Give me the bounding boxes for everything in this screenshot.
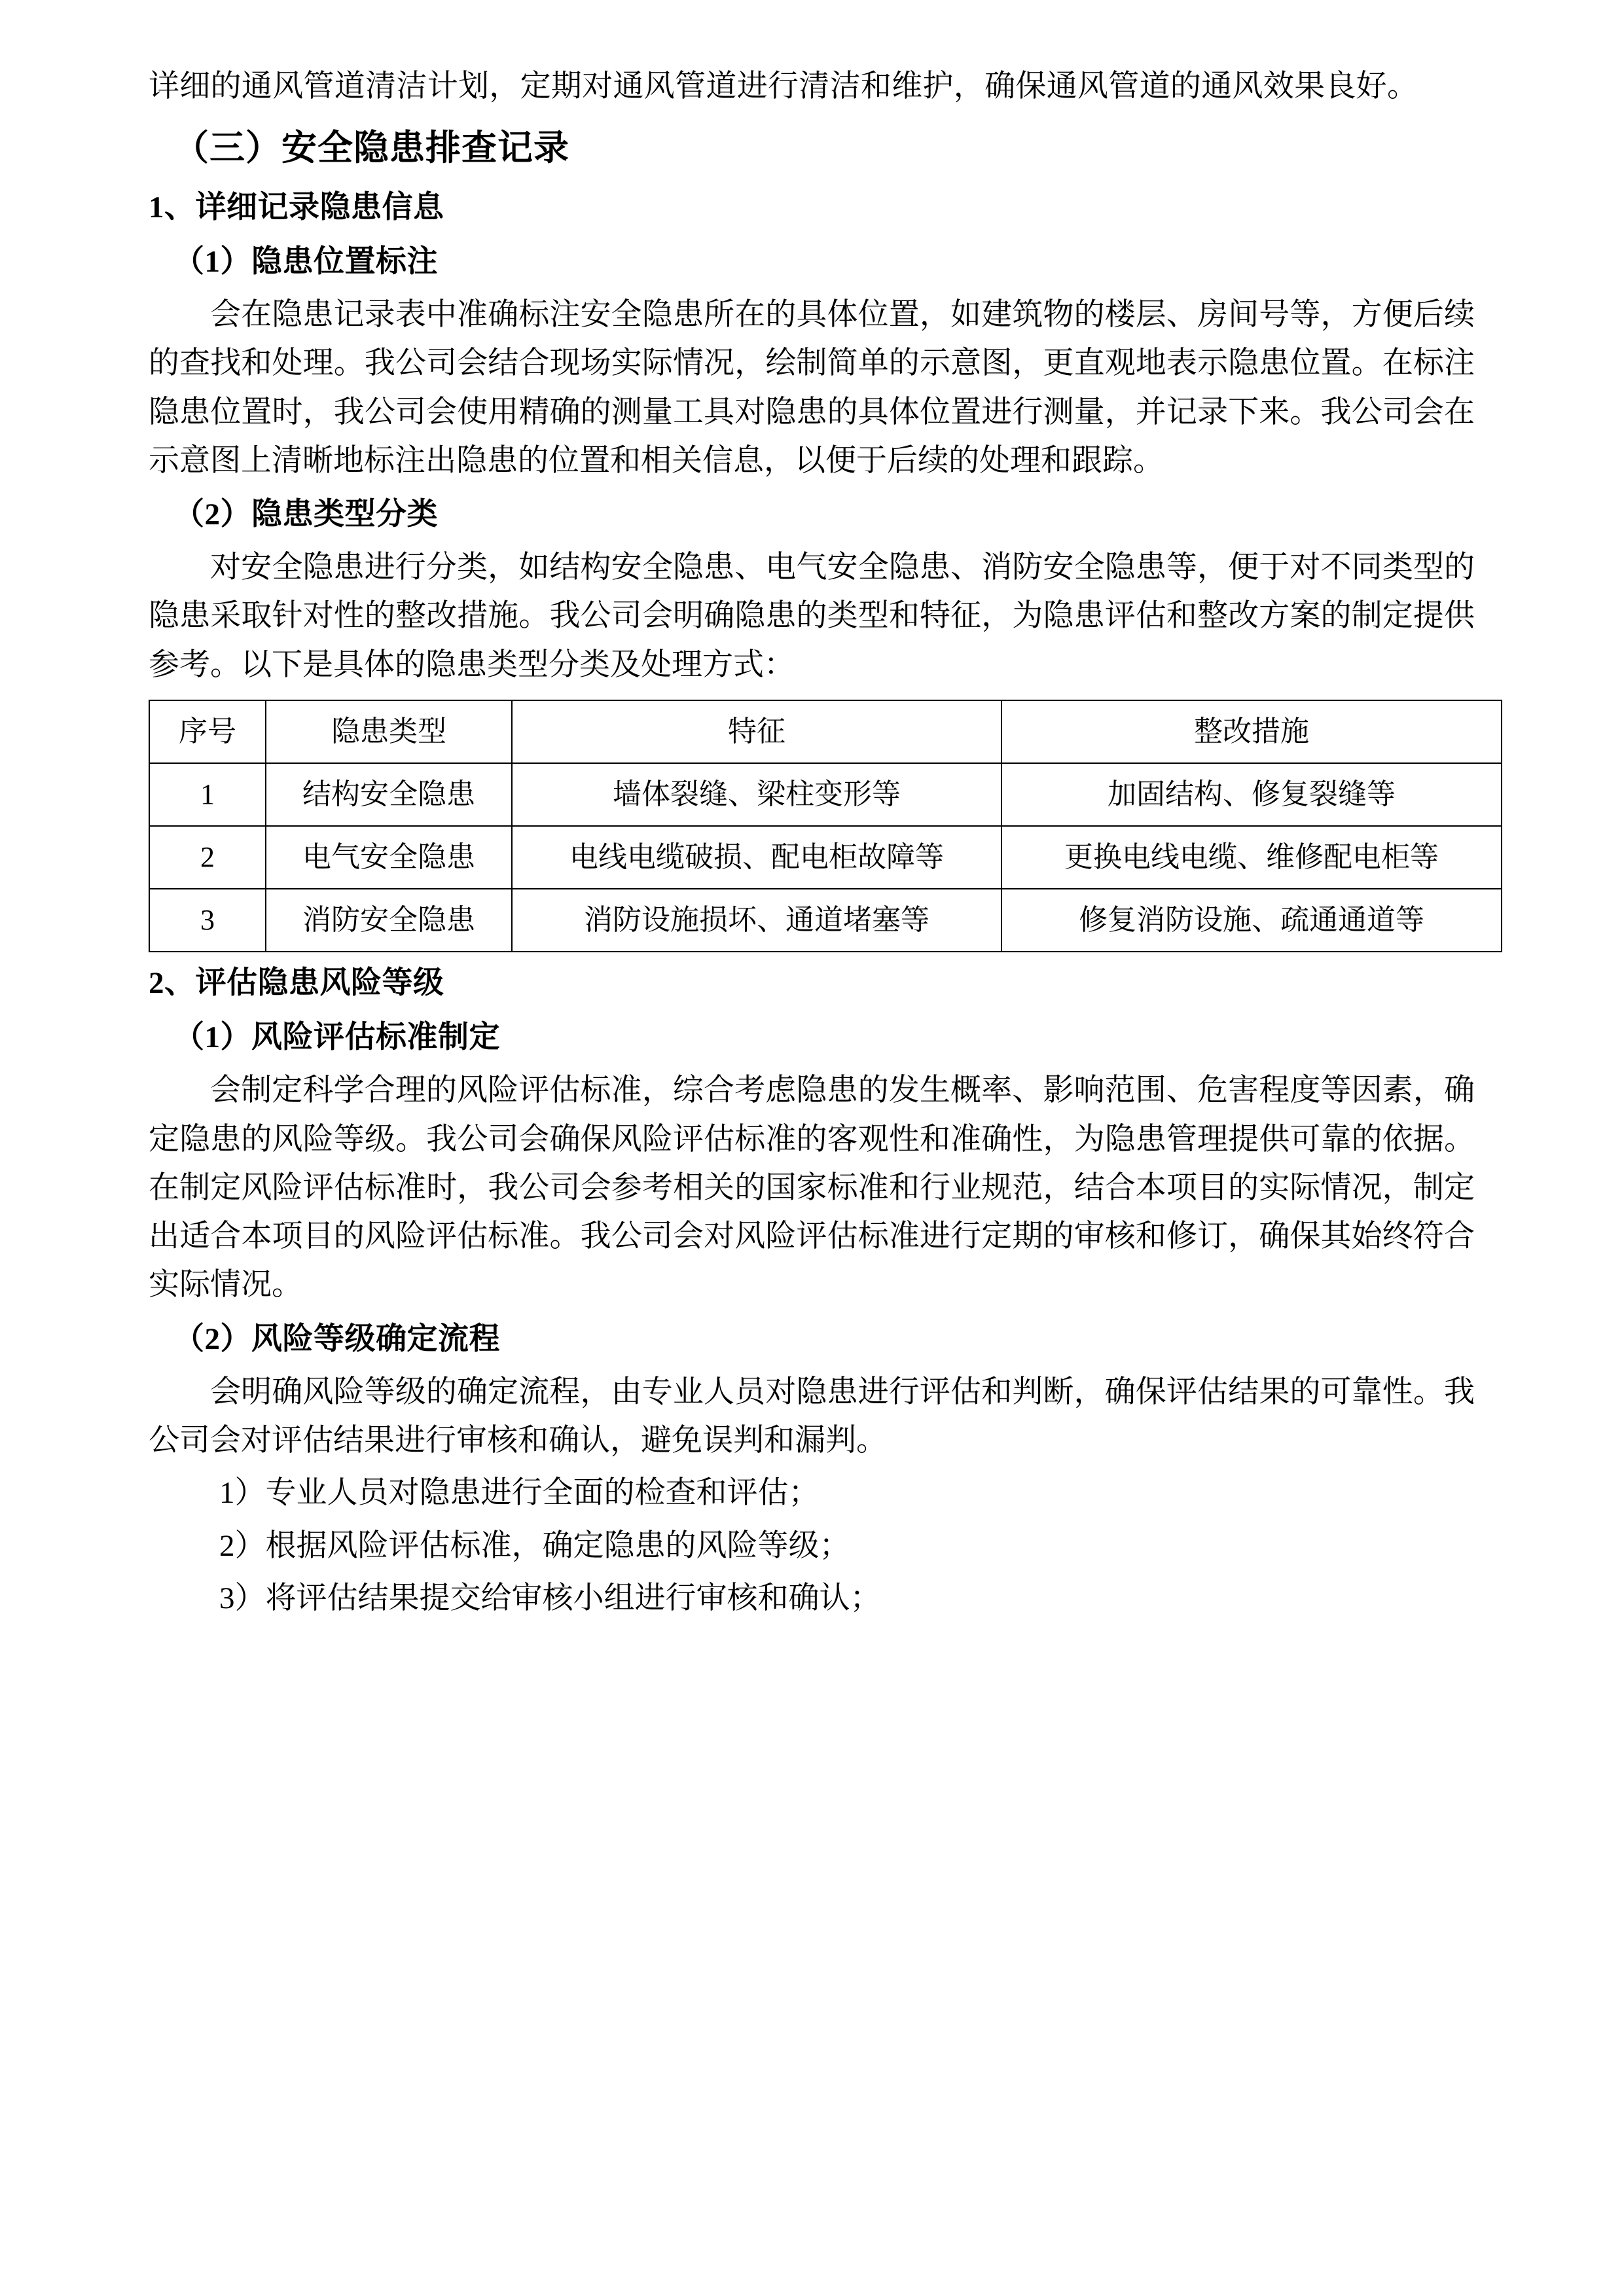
table-row (149, 889, 1502, 952)
table-cell-index: 2 (149, 826, 266, 889)
hazard-classification-table (149, 700, 1502, 952)
subsection-heading-2: 2、评估隐患风险等级 (149, 965, 444, 1000)
table-header-cell: 整改措施 (1001, 700, 1502, 763)
table-cell-type: 结构安全隐患 (266, 763, 512, 826)
table-header-cell: 隐患类型 (266, 700, 512, 763)
list-item: 3）将评估结果提交给审核小组进行审核和确认； (219, 1581, 881, 1615)
list-item: 1）专业人员对隐患进行全面的检查和评估； (219, 1476, 820, 1511)
table-cell-measure: 修复消防设施、疏通通道等 (1001, 889, 1502, 952)
continued-paragraph: 详细的通风管道清洁计划，定期对通风管道进行清洁和维护，确保通风管道的通风效果良好。 (149, 69, 1418, 103)
table-header-cell: 特征 (512, 700, 1001, 763)
table-header-cell: 序号 (149, 700, 266, 763)
table-cell-feature: 消防设施损坏、通道堵塞等 (512, 889, 1001, 952)
table-cell-type: 电气安全隐患 (266, 826, 512, 889)
sub-item-heading-2-1: （1）风险评估标准制定 (173, 1020, 500, 1055)
sub-item-heading-1-2: （2）隐患类型分类 (173, 497, 438, 532)
subsection-heading-1: 1、详细记录隐患信息 (149, 190, 444, 224)
table-cell-measure: 加固结构、修复裂缝等 (1001, 763, 1502, 826)
table-cell-type: 消防安全隐患 (266, 889, 512, 952)
table-cell-index: 1 (149, 763, 266, 826)
sub-item-paragraph-2-1: 会制定科学合理的风险评估标准，综合考虑隐患的发生概率、影响范围、危害程度等因素，确定隐患的风险等级。我公司会确保风险评估标准的客观性和准确性，为隐患管理提供可靠的依据。在制定风险评估标准时，我公司会参考相关的国家标准和行业规范，结合本项目的实际情况，制定出适合本项目的风险评估标准。我公司会对风险评估标准进行定期的审核和修订，确保其始终符合实际情况。 (149, 1073, 1475, 1302)
sub-item-paragraph-2-2: 会明确风险等级的确定流程，由专业人员对隐患进行评估和判断，确保评估结果的可靠性。我公司会对评估结果进行审核和确认，避免误判和漏判。 (149, 1374, 1475, 1458)
table-row (149, 826, 1502, 889)
section-heading: （三）安全隐患排查记录 (173, 128, 569, 168)
table-cell-index: 3 (149, 889, 266, 952)
table-cell-feature: 电线电缆破损、配电柜故障等 (512, 826, 1001, 889)
sub-item-heading-1-1: （1）隐患位置标注 (173, 244, 438, 279)
table-cell-feature: 墙体裂缝、梁柱变形等 (512, 763, 1001, 826)
table-header-row (149, 700, 1502, 763)
sub-item-paragraph-1-2: 对安全隐患进行分类，如结构安全隐患、电气安全隐患、消防安全隐患等，便于对不同类型的隐患采取针对性的整改措施。我公司会明确隐患的类型和特征，为隐患评估和整改方案的制定提供参考。以下是具体的隐患类型分类及处理方式： (149, 550, 1475, 682)
table-row (149, 763, 1502, 826)
sub-item-heading-2-2: （2）风险等级确定流程 (173, 1321, 500, 1356)
table-cell-measure: 更换电线电缆、维修配电柜等 (1001, 826, 1502, 889)
sub-item-paragraph-1-1: 会在隐患记录表中准确标注安全隐患所在的具体位置，如建筑物的楼层、房间号等，方便后续的查找和处理。我公司会结合现场实际情况，绘制简单的示意图，更直观地表示隐患位置。在标注隐患位置时，我公司会使用精确的测量工具对隐患的具体位置进行测量，并记录下来。我公司会在示意图上清晰地标注出隐患的位置和相关信息，以便于后续的处理和跟踪。 (149, 298, 1475, 478)
list-item: 2）根据风险评估标准，确定隐患的风险等级； (219, 1528, 850, 1563)
